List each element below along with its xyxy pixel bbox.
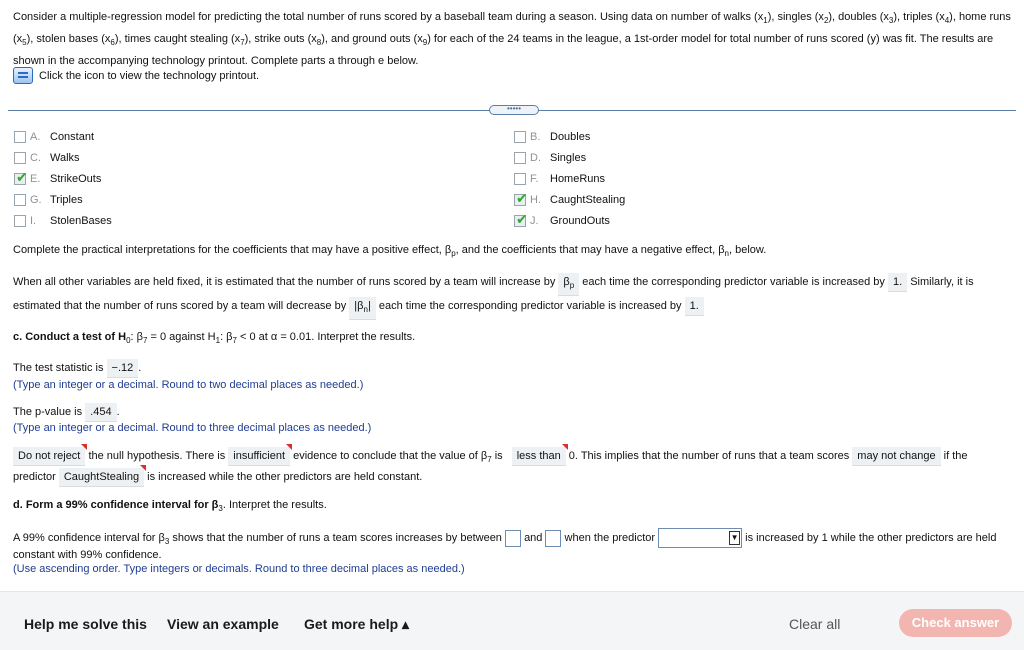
problem-intro: Consider a multiple-regression model for predicting the total number of runs scored by a baseball team during a season. Using data on number of walks $(x_1)$, singles $(x_2)$, doubles $(x_3)$, triples $(x_4)$, home runs $(x_5)$, stolen bases $(x_6)$, times caught stealing $(x_7)$, strike outs $(x_8)$, and ground outs $(x_9)$ for each of the 24 teams in the league, a 1st-order model for total number of runs scored (y) was fit. The results are shown in the accompanying technology printout. Complete parts a through e below.: [13, 11, 1011, 68]
option-h[interactable]: ✔ H. CaughtStealing: [514, 192, 625, 208]
footer-bar: [0, 591, 1024, 650]
conclusion-line-2: predictor CaughtStealing is increased while the other predictors are held constant.: [13, 468, 422, 487]
change-dropdown[interactable]: may not change: [852, 447, 940, 466]
test-statistic-row: The test statistic is −.12 .: [13, 359, 141, 378]
interp-line-1: When all other variables are held fixed, it is estimated that the number of runs scored by a team will increase by $\beta_p$ each time the corresponding predictor variable is increased by 1. Similarly, it is: [13, 273, 974, 296]
help-me-solve-button[interactable]: Help me solve this: [24, 616, 147, 632]
comparison-dropdown[interactable]: less than: [512, 447, 566, 466]
checkbox-icon[interactable]: [14, 131, 26, 143]
part-c-heading: c. Conduct a test of $H_0$: $\beta_7 = 0$ against $H_1$: $\beta_7 < 0$ at α = 0.01. Interpret the results.: [13, 331, 416, 346]
complete-instruction: Complete the practical interpretations for the coefficients that may have a positive effect, $\beta_p$, and the coefficients that may have a negative effect, $\beta_n$, below.: [13, 244, 767, 259]
ci-upper-input[interactable]: [545, 530, 561, 547]
checked-checkbox-icon[interactable]: [514, 215, 526, 227]
option-d[interactable]: D. Singles: [514, 150, 625, 166]
test-statistic-hint: (Type an integer or a decimal. Round to two decimal places as needed.): [13, 379, 364, 391]
collapse-handle[interactable]: •••••: [489, 105, 539, 115]
checked-checkbox-icon[interactable]: [14, 173, 26, 185]
answer-increase-2[interactable]: 1.: [685, 297, 704, 316]
get-more-help-button[interactable]: Get more help ▴: [304, 616, 410, 632]
printout-link-text[interactable]: Click the icon to view the technology printout.: [39, 69, 260, 82]
ci-hint: (Use ascending order. Type integers or decimals. Round to three decimal places as needed.): [13, 563, 465, 575]
p-value-answer[interactable]: .454: [85, 403, 116, 422]
check-answer-button[interactable]: Check answer: [899, 609, 1012, 637]
option-a[interactable]: A. Constant: [14, 129, 112, 145]
option-e[interactable]: ✔ E. StrikeOuts: [14, 171, 112, 187]
checked-checkbox-icon[interactable]: [514, 194, 526, 206]
p-value-row: The p-value is .454 .: [13, 403, 120, 422]
reject-dropdown[interactable]: Do not reject: [13, 447, 85, 466]
checkbox-icon[interactable]: [514, 152, 526, 164]
option-j[interactable]: ✔ J. GroundOuts: [514, 213, 625, 229]
predictor-dropdown[interactable]: CaughtStealing: [59, 468, 144, 487]
p-value-hint: (Type an integer or a decimal. Round to three decimal places as needed.): [13, 422, 372, 434]
checkbox-icon[interactable]: [14, 152, 26, 164]
clear-all-button[interactable]: Clear all: [789, 616, 841, 632]
checkbox-icon[interactable]: [14, 215, 26, 227]
ci-line-1: A 99% confidence interval for $\beta_3$ shows that the number of runs a team scores increases by between and when the predictor ▼ is increased by 1 while the other predictors are held: [13, 528, 996, 551]
dropdown-arrow-icon[interactable]: ▼: [729, 531, 740, 545]
checkbox-icon[interactable]: [514, 173, 526, 185]
test-statistic-answer[interactable]: −.12: [107, 359, 139, 378]
ci-line-2: constant with 99% confidence.: [13, 549, 162, 561]
printout-icon[interactable]: [13, 67, 33, 84]
conclusion-line-1: Do not reject the null hypothesis. There is insufficient evidence to conclude that the value of $\beta_7$ is less than 0. This implies that the number of runs that a team scores may not change if the: [13, 447, 968, 469]
view-example-button[interactable]: View an example: [167, 616, 279, 632]
evidence-dropdown[interactable]: insufficient: [228, 447, 290, 466]
answer-bn[interactable]: $|\beta_n|$: [349, 297, 376, 320]
option-g[interactable]: G. Triples: [14, 192, 112, 208]
option-b[interactable]: B. Doubles: [514, 129, 625, 145]
part-d-heading: d. Form a 99% confidence interval for $\beta_3$. Interpret the results.: [13, 499, 327, 514]
answer-increase-1[interactable]: 1.: [888, 273, 907, 292]
option-c[interactable]: C. Walks: [14, 150, 112, 166]
ci-lower-input[interactable]: [505, 530, 521, 547]
printout-link[interactable]: [13, 67, 259, 84]
interp-line-2: estimated that the number of runs scored by a team will decrease by $|\beta_n|$ each time the corresponding predictor variable is increased by 1.: [13, 297, 704, 320]
checkbox-icon[interactable]: [14, 194, 26, 206]
options-left: [14, 129, 112, 229]
predictor-select[interactable]: [658, 528, 742, 548]
option-i[interactable]: I. StolenBases: [14, 213, 112, 229]
option-f[interactable]: F. HomeRuns: [514, 171, 625, 187]
checkbox-icon[interactable]: [514, 131, 526, 143]
answer-bp[interactable]: $\beta_p$: [558, 273, 579, 296]
options-right: [514, 129, 625, 229]
